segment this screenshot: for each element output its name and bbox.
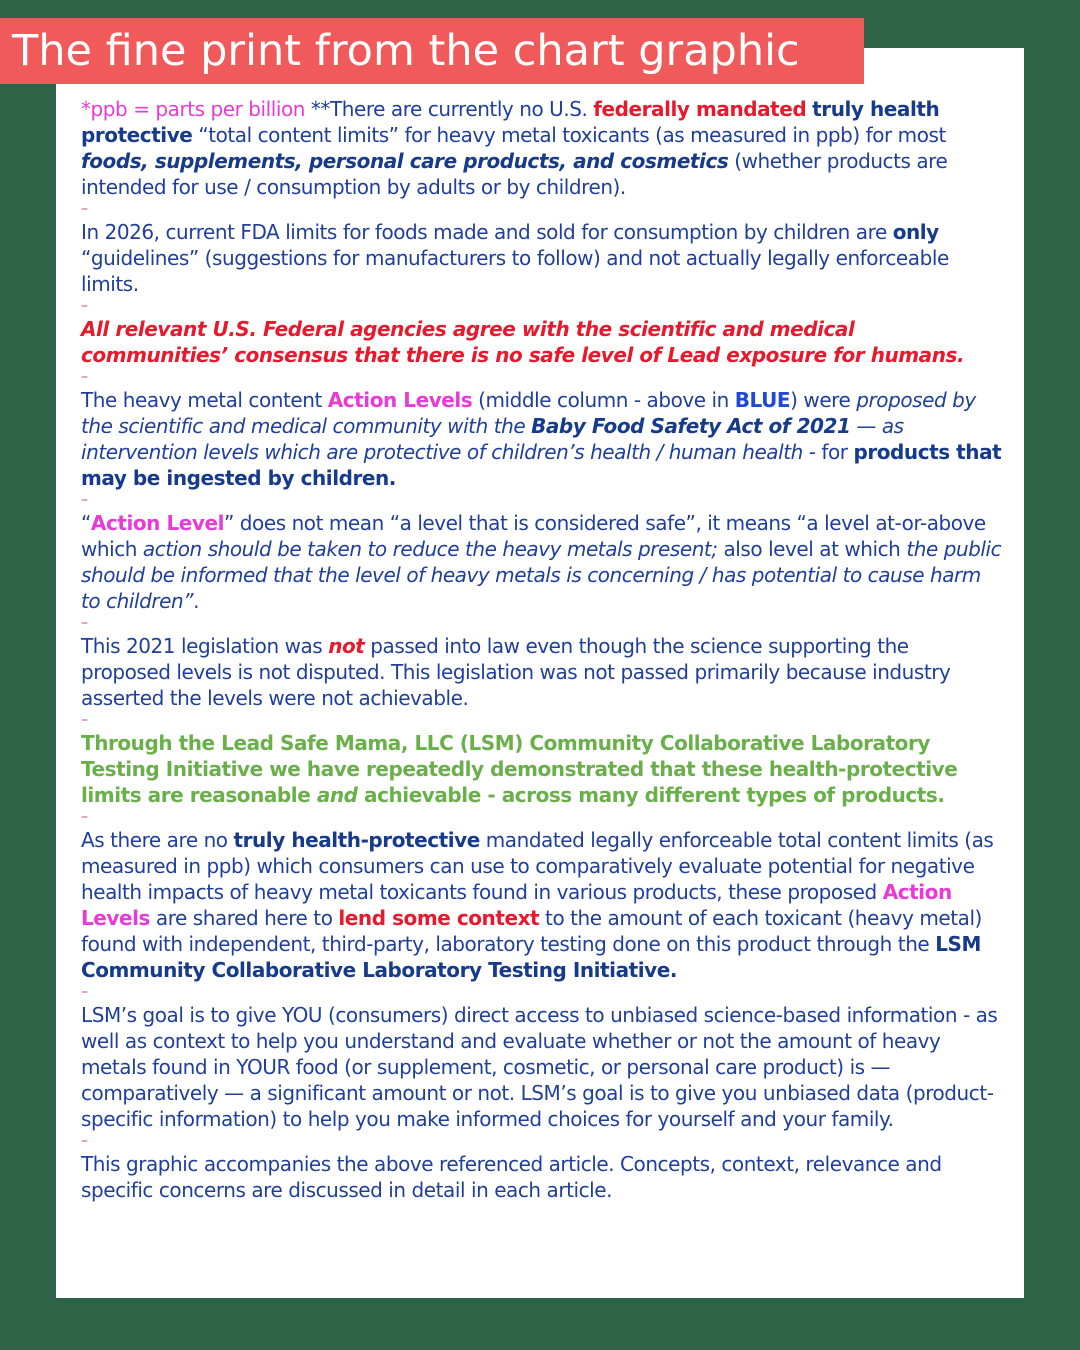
- text: LSM’s goal is to give YOU (consumers) direct access to unbiased science-based information - as well as context to help you understand and evaluate whether or not the amount of heavy metals found in YOUR food (or supplement, cosmetic, or personal care product) is — comparatively — a significant amount or not. LSM’s goal is to give you unbiased data (product-specific information) to help you make informed choices for yourself and your family.: [81, 1003, 998, 1131]
- paragraph-action-level-definition: [81, 510, 1003, 614]
- text: Through the Lead Safe Mama, LLC (LSM) Community Collaborative Laboratory Testing Initiative we have repeatedly demonstrated that these health-protective limits are reasonable: [81, 731, 958, 807]
- page-title: The fine print from the chart graphic: [0, 18, 864, 84]
- text: **There are currently no U.S.: [304, 97, 594, 121]
- emphasis-children-products: products that may be ingested by children.: [81, 440, 1002, 490]
- paragraph-lsm-initiative: [81, 730, 1003, 808]
- emphasis-not: not: [328, 634, 365, 658]
- separator: –: [81, 492, 88, 508]
- paragraph-lead-consensus: [81, 316, 1003, 368]
- paragraph-legislation: [81, 633, 1003, 711]
- text: All relevant U.S. Federal agencies agree with the scientific and medical communities’ consensus that there is no safe level of Lead exposure for humans.: [81, 317, 965, 367]
- separator: –: [81, 1133, 88, 1149]
- text: .: [193, 589, 200, 613]
- emphasis-lsm-initiative: LSM Community Collaborative Laboratory Testing Initiative.: [81, 932, 981, 982]
- separator: –: [81, 809, 88, 825]
- text: proposed by the scientific and medical community with the: [81, 388, 976, 438]
- emphasis-lend-context: lend some context: [338, 906, 540, 930]
- emphasis-baby-food-safety-act: Baby Food Safety Act of 2021: [531, 414, 851, 438]
- separator: –: [81, 984, 88, 1000]
- text: In 2026, current FDA limits for foods made and sold for consumption by children are: [81, 220, 893, 244]
- text: mandated legally enforceable total content limits (as measured in ppb) which consumers can use to comparatively evaluate potential for negative health impacts of heavy metal toxicants found in various products, these proposed: [81, 828, 994, 904]
- separator: –: [81, 712, 88, 728]
- fine-print-body: [81, 96, 1003, 1203]
- emphasis-action-levels: Action Levels: [81, 880, 952, 930]
- paragraph-ppb-note: [81, 96, 1003, 200]
- text: “guidelines” (suggestions for manufacturers to follow) and not actually legally enforceable limits.: [81, 246, 949, 296]
- emphasis-federally-mandated: federally mandated: [593, 97, 807, 121]
- text: (middle column - above in: [472, 388, 735, 412]
- text: “: [81, 511, 91, 535]
- text: achievable - across many different types of products.: [357, 783, 945, 807]
- text: (whether products are intended for use / consumption by adults or by children).: [81, 149, 948, 199]
- emphasis-truly-health-protective: truly health protective: [81, 97, 940, 147]
- emphasis-truly-health-protective: truly health-protective: [233, 828, 480, 852]
- text: action should be taken to reduce the heavy metals present;: [142, 537, 718, 561]
- text: “total content limits” for heavy metal toxicants (as measured in ppb) for most: [192, 123, 946, 147]
- text: to the amount of each toxicant (heavy metal) found with independent, third-party, laboratory testing done on this product through the: [81, 906, 982, 956]
- paragraph-context: [81, 827, 1003, 983]
- paragraph-lsm-goal: [81, 1002, 1003, 1132]
- separator: –: [81, 298, 88, 314]
- text: and: [316, 783, 358, 807]
- text: - for: [802, 440, 854, 464]
- emphasis-action-levels: Action Levels: [327, 388, 473, 412]
- separator: –: [81, 201, 88, 217]
- text: ” does not mean “a level that is considered safe”, it means “a level at-or-above which: [81, 511, 986, 561]
- emphasis-product-categories: foods, supplements, personal care products, and cosmetics: [81, 149, 729, 173]
- text: ) were: [790, 388, 857, 412]
- text: — as intervention levels which are protective of children’s health / human health: [81, 414, 904, 464]
- paragraph-fda-guidelines: [81, 219, 1003, 297]
- emphasis-blue: BLUE: [734, 388, 791, 412]
- text: The heavy metal content: [81, 388, 328, 412]
- text: This graphic accompanies the above referenced article. Concepts, context, relevance and specific concerns are discussed in detail in each article.: [81, 1152, 942, 1202]
- paragraph-article-note: [81, 1151, 1003, 1203]
- paragraph-action-levels: [81, 387, 1003, 491]
- emphasis-action-level: Action Level: [90, 511, 224, 535]
- ppb-definition: *ppb = parts per billion: [81, 97, 305, 121]
- text: the public should be informed that the level of heavy metals is concerning / has potential to cause harm to children”: [81, 537, 1002, 613]
- text: As there are no: [81, 828, 234, 852]
- separator: –: [81, 615, 88, 631]
- emphasis-only: only: [892, 220, 939, 244]
- text: This 2021 legislation was: [81, 634, 329, 658]
- separator: –: [81, 369, 88, 385]
- text: are shared here to: [149, 906, 339, 930]
- text: passed into law even though the science supporting the proposed levels is not disputed. This legislation was not passed primarily because industry asserted the levels were not achievable.: [81, 634, 951, 710]
- text: also level at which: [717, 537, 907, 561]
